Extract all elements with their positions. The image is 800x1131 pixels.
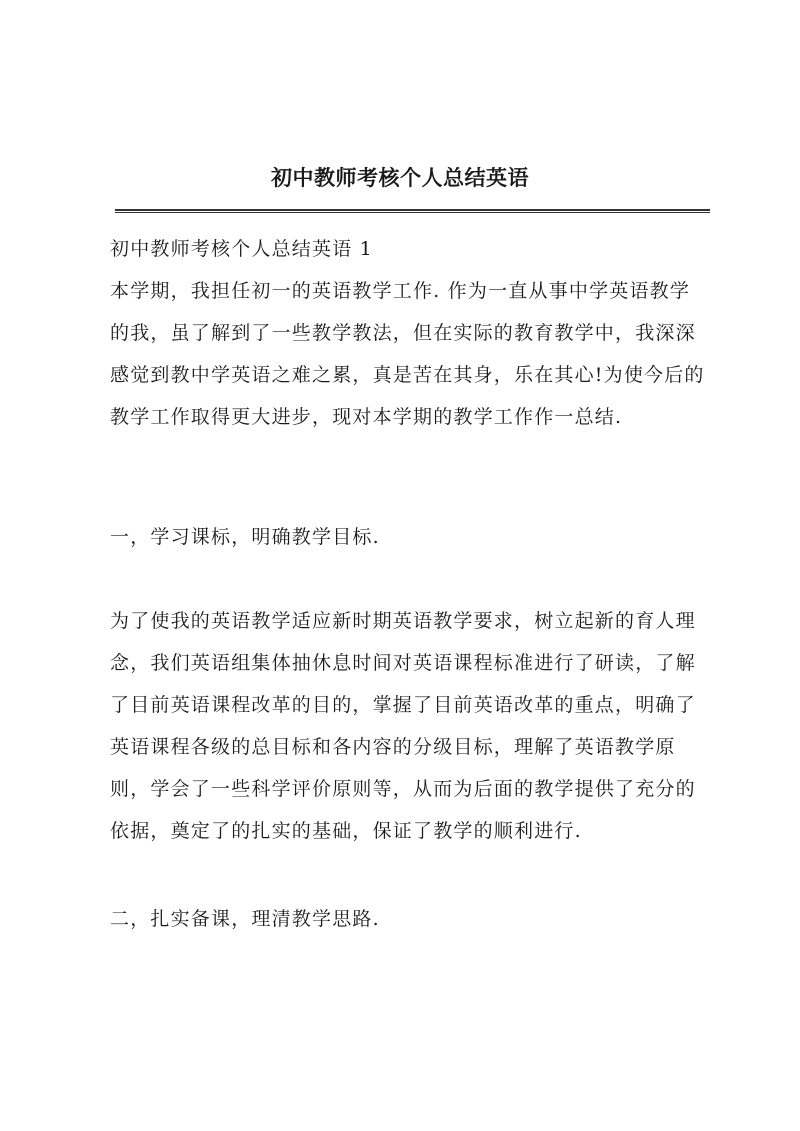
document-title: 初中教师考核个人总结英语 [271,165,529,190]
document-subtitle: 初中教师考核个人总结英语 1 [110,238,373,260]
paragraph-section-1: 为了使我的英语教学适应新时期英语教学要求，树立起新的育人理念，我们英语组集体抽休息时间对英语课程标准进行了研读，了解了目前英语课程改革的目的，掌握了目前英语改革的重点，明确了英语课程各级的总目标和各内容的分级目标，理解了英语教学原则，学会了一些科学评价原则等，从而为后面的教学提供了充分的依据，奠定了的扎实的基础，保证了教学的顺利进行. [110,610,696,842]
title-divider [115,209,710,213]
section-heading-2: 二，扎实备课，理清教学思路. [110,908,380,930]
section-heading-1: 一，学习课标，明确教学目标. [110,526,380,548]
paragraph-intro: 本学期，我担任初一的英语教学工作. 作为一直从事中学英语教学的我，虽了解到了一些教学教法，但在实际的教育教学中，我深深感觉到教中学英语之难之累，真是苦在其身，乐在其心!为使今后的教学工作取得更大进步，现对本学期的教学工作作一总结. [110,280,705,428]
